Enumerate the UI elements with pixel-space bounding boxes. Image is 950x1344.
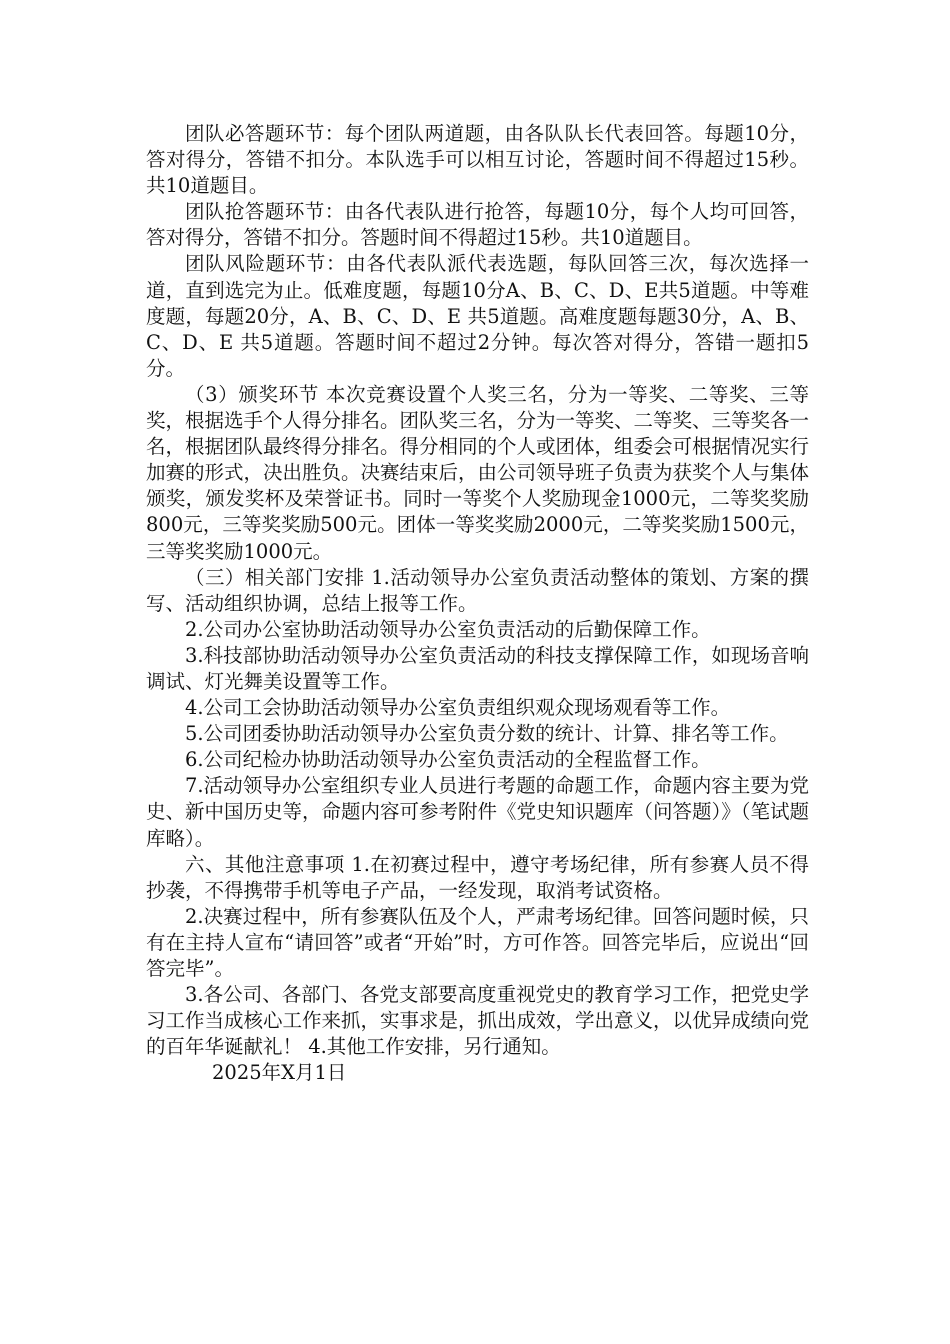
paragraph-departments-5: 5.公司团委协助活动领导办公室负责分数的统计、计算、排名等工作。 — [185, 722, 789, 746]
paragraph-awards: （3）颁奖环节 本次竞赛设置个人奖三名，分为一等奖、二等奖、三等奖，根据选手个人得分排名。团队奖三名，分为一等奖、二等奖、三等奖各一名，根据团队最终得分排名。得分相同的个人或团体，组委会可根据情况实行加赛的形式，决出胜负。决赛结束后，由公司领导班子负责为获奖个人与集体颁奖，颁发奖杯及荣誉证书。同时一等奖个人奖励现金1000元，二等奖奖励800元，三等奖奖励500元。团体一等奖奖励2000元，二等奖奖励1500元，三等奖奖励1000元。 — [146, 382, 810, 563]
paragraph-team-buzzer-round: 团队抢答题环节：由各代表队进行抢答，每题10分，每个人均可回答，答对得分，答错不扣分。答题时间不得超过15秒。共10道题目。 — [146, 200, 809, 250]
paragraph-team-required-round: 团队必答题环节：每个团队两道题，由各队队长代表回答。每题10分，答对得分，答错不扣分。本队选手可以相互讨论，答题时间不得超过15秒。共10道题目。 — [146, 122, 809, 198]
document-date: 2025年X月1日 — [212, 1061, 347, 1085]
paragraph-departments-2: 2.公司办公室协助活动领导办公室负责活动的后勤保障工作。 — [185, 617, 711, 641]
paragraph-notes-3: 3.各公司、各部门、各党支部要高度重视党史的教育学习工作，把党史学习工作当成核心工作来抓，实事求是，抓出成效，学出意义，以优异成绩向党的百年华诞献礼！ 4.其他工作安排，另行通知。 — [146, 983, 810, 1059]
paragraph-departments-3: 3.科技部协助活动领导办公室负责活动的科技支撑保障工作，如现场音响调试、灯光舞美设置等工作。 — [146, 643, 809, 693]
document-body — [146, 121, 809, 1086]
paragraph-departments-7: 7.活动领导办公室组织专业人员进行考题的命题工作，命题内容主要为党史、新中国历史等，命题内容可参考附件《党史知识题库（问答题）》（笔试题库略）。 — [146, 774, 810, 850]
paragraph-notes-1: 六、其他注意事项 1.在初赛过程中，遵守考场纪律，所有参赛人员不得抄袭，不得携带手机等电子产品，一经发现，取消考试资格。 — [146, 852, 809, 902]
paragraph-team-risk-round: 团队风险题环节：由各代表队派代表选题，每队回答三次，每次选择一道，直到选完为止。低难度题，每题10分A、B、C、D、E共5道题。中等难度题，每题20分，A、B、C、D、E 共5道题。高难度题每题30分，A、B、C、D、E 共5道题。答题时间不超过2分钟。每次答对得分，答错一题扣5分。 — [146, 252, 809, 380]
paragraph-departments-6: 6.公司纪检办协助活动领导办公室负责活动的全程监督工作。 — [185, 748, 711, 772]
paragraph-departments-1: （三）相关部门安排 1.活动领导办公室负责活动整体的策划、方案的撰写、活动组织协调，总结上报等工作。 — [146, 565, 809, 615]
paragraph-notes-2: 2.决赛过程中，所有参赛队伍及个人，严肃考场纪律。回答问题时候，只有在主持人宣布“请回答”或者“开始”时，方可作答。回答完毕后，应说出“回答完毕”。 — [146, 904, 809, 980]
paragraph-departments-4: 4.公司工会协助活动领导办公室负责组织观众现场观看等工作。 — [185, 696, 731, 720]
